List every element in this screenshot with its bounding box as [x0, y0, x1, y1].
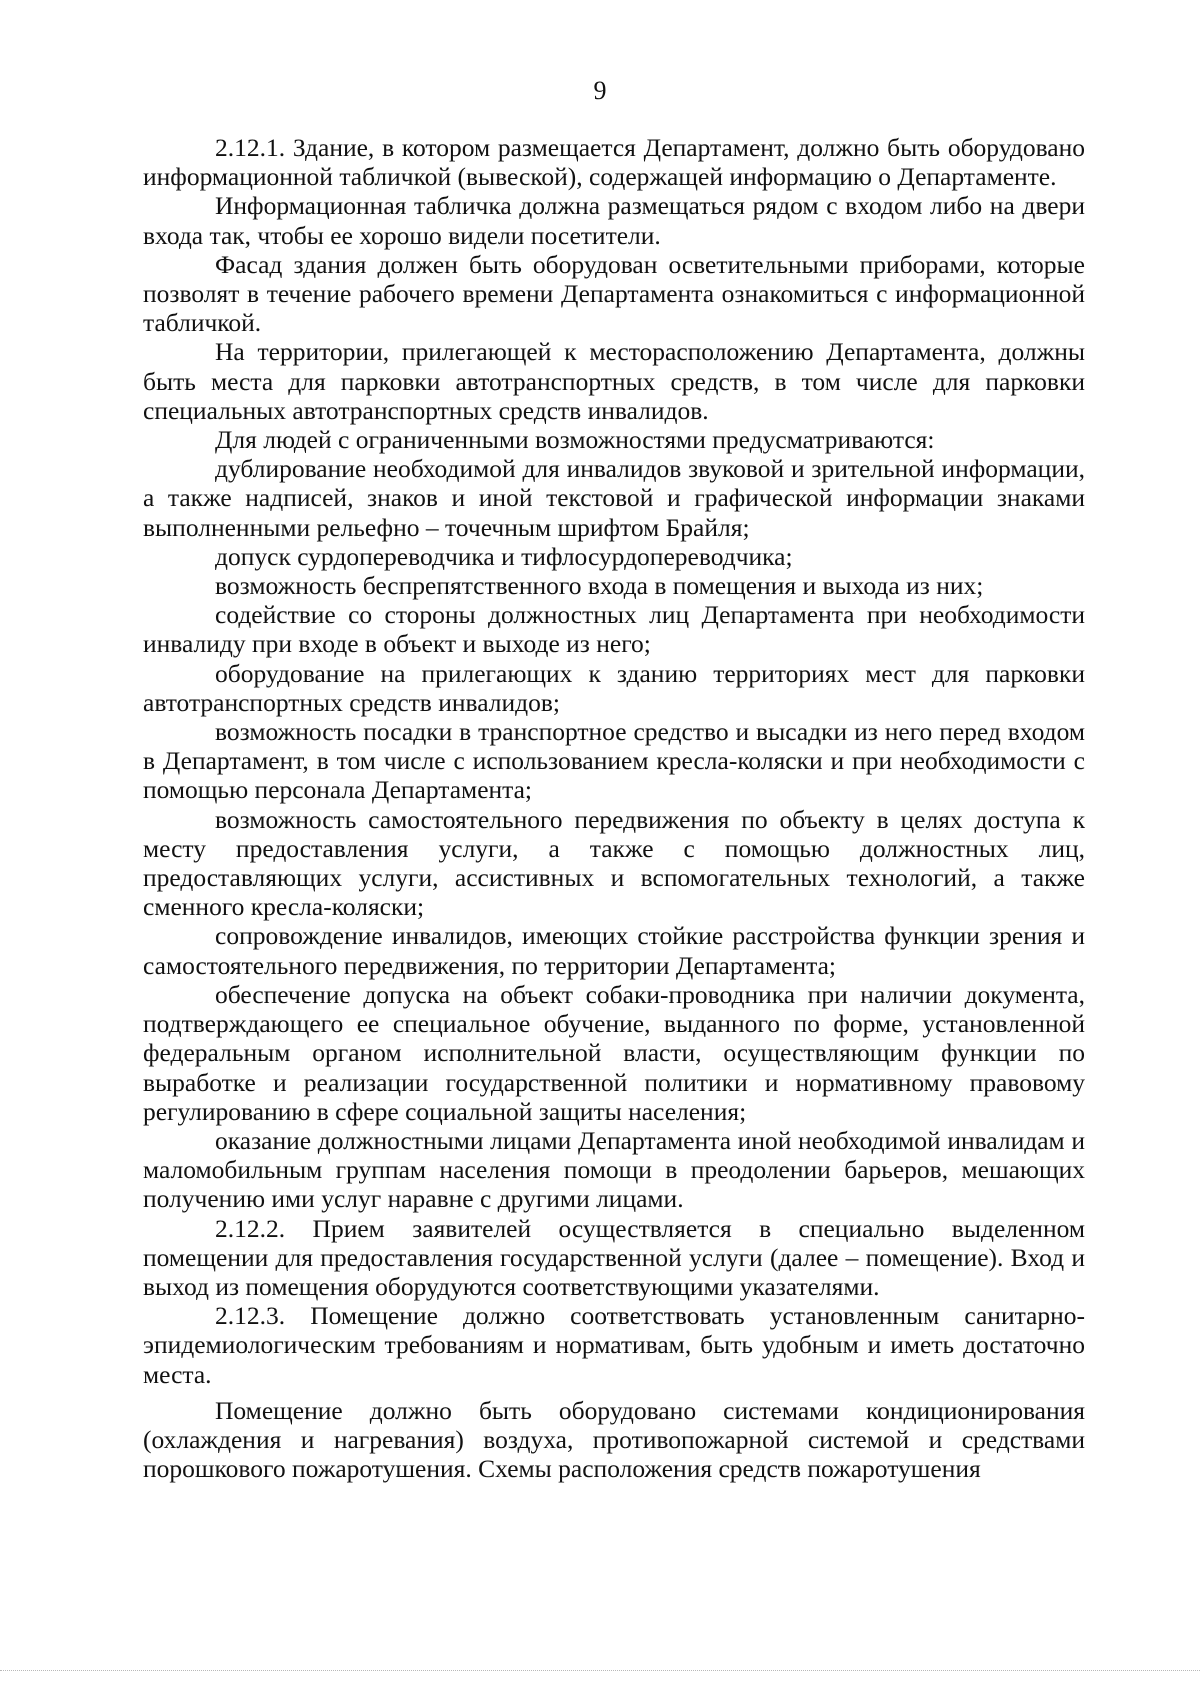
list-item-braille: дублирование необходимой для инвалидов звуковой и зрительной информации, а также надписей, знаков и иной текстовой и графической информации знаками выполненными рельефно – точечным шрифтом Брайля;: [143, 454, 1085, 542]
paragraph-accessibility-intro: Для людей с ограниченными возможностями предусматриваются:: [215, 425, 935, 455]
page-number: 9: [593, 76, 607, 105]
list-item-sign-interpreter: допуск сурдопереводчика и тифлосурдопереводчика;: [215, 541, 793, 571]
paragraph-2-12-1: 2.12.1. Здание, в котором размещается Департамент, должно быть оборудовано информационной табличкой (вывеской), содержащей информацию о Департаменте.: [143, 133, 1085, 192]
paragraph-2-12-3: 2.12.3. Помещение должно соответствовать установленным санитарно-эпидемиологическим требованиям и нормативам, быть удобным и иметь достаточно места.: [143, 1301, 1085, 1389]
document-body: [143, 133, 1085, 1483]
list-item-free-entry: возможность беспрепятственного входа в помещения и выхода из них;: [215, 571, 984, 601]
list-item-other-help: оказание должностными лицами Департамента иной необходимой инвалидам и маломобильным группам населения помощи в преодолении барьеров, мешающих получению ими услуг наравне с другими лицами.: [143, 1125, 1085, 1214]
paragraph-parking: На территории, прилегающей к месторасположению Департамента, должны быть места для парковки автотранспортных средств, в том числе для парковки специальных автотранспортных средств инвалидов.: [143, 337, 1085, 425]
paragraph-2-12-2: 2.12.2. Прием заявителей осуществляется в специально выделенном помещении для предоставления государственной услуги (далее – помещение). Вход и выход из помещения оборудуются соответствующими указателями.: [143, 1213, 1085, 1301]
list-item-vehicle-boarding: возможность посадки в транспортное средство и высадки из него перед входом в Департамент, в том числе с использованием кресла-коляски и при необходимости с помощью персонала Департамента;: [143, 717, 1085, 805]
list-item-staff-assistance: содействие со стороны должностных лиц Департамента при необходимости инвалиду при входе в объект и выходе из него;: [143, 600, 1085, 659]
list-item-disabled-parking: оборудование на прилегающих к зданию территориях мест для парковки автотранспортных средств инвалидов;: [143, 658, 1085, 717]
paragraph-facade-lighting: Фасад здания должен быть оборудован осветительными приборами, которые позволят в течение рабочего времени Департамента ознакомиться с информационной табличкой.: [143, 249, 1085, 338]
paragraph-info-sign: Информационная табличка должна размещаться рядом с входом либо на двери входа так, чтобы ее хорошо видели посетители.: [143, 191, 1085, 250]
list-item-guide-dog: обеспечение допуска на объект собаки-проводника при наличии документа, подтверждающего ее специальное обучение, выданного по форме, установленной федеральным органом исполнительной власти, осуществляющим функции по выработке и реализации государственной политики и нормативному правовому регулированию в сфере социальной защиты населения;: [143, 979, 1085, 1126]
list-item-independent-movement: возможность самостоятельного передвижения по объекту в целях доступа к месту предоставления услуги, а также с помощью должностных лиц, предоставляющих услуги, ассистивных и вспомогательных технологий, а также сменного кресла-коляски;: [143, 804, 1085, 922]
list-item-escort: сопровождение инвалидов, имеющих стойкие расстройства функции зрения и самостоятельного передвижения, по территории Департамента;: [143, 921, 1085, 980]
paragraph-fire-safety: Помещение должно быть оборудовано системами кондиционирования (охлаждения и нагревания) воздуха, противопожарной системой и средствами порошкового пожаротушения. Схемы расположения средств пожаротушения: [143, 1395, 1085, 1484]
scan-edge-line: [0, 1670, 1200, 1671]
